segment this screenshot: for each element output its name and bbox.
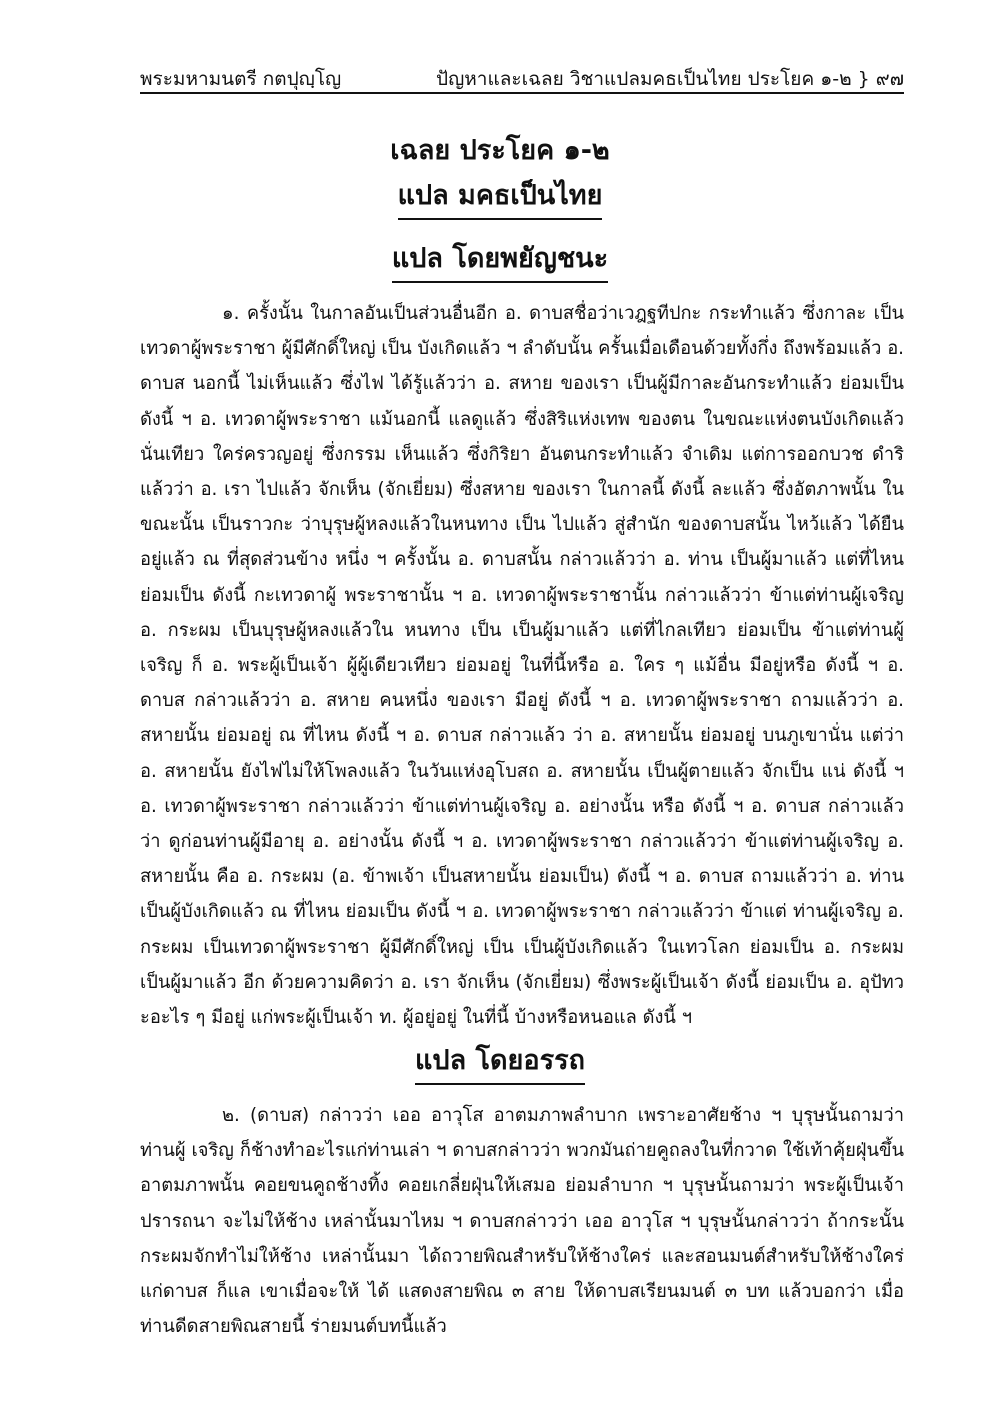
paragraph-2-text: ๒. (ดาบส) กล่าวว่า เออ อาวุโส อาตมภาพลำบาก เพราะอาศัยช้าง ฯ บุรุษนั้นถามว่า ท่านผู้ เจริญ ก็ช้างทำอะไรแก่ท่านเล่า ฯ ดาบสกล่าวว่า พวกมันถ่ายคูถลงในที่กวาด ใช้เท้าคุ้ยฝุ่นขึ้น อาตมภาพนั้น คอยขนคูถช้างทิ้ง คอยเกลี่ยฝุ่นให้เสมอ ย่อมลำบาก ฯ บุรุษนั้นถามว่า พระผู้เป็นเจ้าปรารถนา จะไม่ให้ช้าง เหล่านั้นมาไหม ฯ ดาบสกล่าวว่า เออ อาวุโส ฯ บุรุษนั้นกล่าวว่า ถ้ากระนั้น กระผมจักทำไม่ให้ช้าง เหล่านั้นมา ได้ถวายพิณสำหรับให้ช้างใคร่ และสอนมนต์สำหรับให้ช้างใคร่ แก่ดาบส ก็แล เขาเมื่อจะให้ ได้ แสดงสายพิณ ๓ สาย ให้ดาบสเรียนมนต์ ๓ บท แล้วบอกว่า เมื่อท่านดีดสายพิณสายนี้ ร่ายมนต์บทนี้แล้ว	[140, 1105, 904, 1338]
header-author: พระมหามนตรี กตปุญฺโญ	[140, 68, 342, 90]
subject-title-text: แปล มคธเป็นไทย	[398, 173, 603, 220]
section-heading-meaning	[0, 1038, 1000, 1085]
header-book-title-page-number: ปัญหาและเฉลย วิชาแปลมคธเป็นไทย ประโยค ๑-๒ } ๙๗	[436, 68, 904, 90]
paragraph-1	[140, 296, 904, 1035]
paragraph-1-text: ๑. ครั้งนั้น ในกาลอันเป็นส่วนอื่นอีก อ. ดาบสชื่อว่าเวฎฐทีปกะ กระทำแล้ว ซึ่งกาละ เป็น เทวดาผู้พระราชา ผู้มีศักดิ์ใหญ่ เป็น บังเกิดแล้ว ฯ ลำดับนั้น ครั้นเมื่อเดือนด้วยทั้งกึ่ง ถึงพร้อมแล้ว อ. ดาบส นอกนี้ ไม่เห็นแล้ว ซึ่งไฟ ได้รู้แล้วว่า อ. สหาย ของเรา เป็นผู้มีกาละอันกระทำแล้ว ย่อมเป็น ดังนี้ ฯ อ. เทวดาผู้พระราชา แม้นอกนี้ แลดูแล้ว ซึ่งสิริแห่งเทพ ของตน ในขณะแห่งตนบังเกิดแล้ว นั่นเทียว ใคร่ครวญอยู่ ซึ่งกรรม เห็นแล้ว ซึ่งกิริยา อันตนกระทำแล้ว จำเดิม แต่การออกบวช ดำริแล้วว่า อ. เรา ไปแล้ว จักเห็น (จักเยี่ยม) ซึ่งสหาย ของเรา ในกาลนี้ ดังนี้ ละแล้ว ซึ่งอัตภาพนั้น ในขณะนั้น เป็นราวกะ ว่าบุรุษผู้หลงแล้วในหนทาง เป็น ไปแล้ว สู่สำนัก ของดาบสนั้น ไหว้แล้ว ได้ยืนอยู่แล้ว ณ ที่สุดส่วนข้าง หนึ่ง ฯ ครั้งนั้น อ. ดาบสนั้น กล่าวแล้วว่า อ. ท่าน เป็นผู้มาแล้ว แต่ที่ไหน ย่อมเป็น ดังนี้ กะเทวดาผู้ พระราชานั้น ฯ อ. เทวดาผู้พระราชานั้น กล่าวแล้วว่า ข้าแต่ท่านผู้เจริญ อ. กระผม เป็นบุรุษผู้หลงแล้วใน หนทาง เป็น เป็นผู้มาแล้ว แต่ที่ไกลเทียว ย่อมเป็น ข้าแต่ท่านผู้เจริญ ก็ อ. พระผู้เป็นเจ้า ผู้ผู้เดียวเทียว ย่อมอยู่ ในที่นี้หรือ อ. ใคร ๆ แม้อื่น มีอยู่หรือ ดังนี้ ฯ อ. ดาบส กล่าวแล้วว่า อ. สหาย คนหนึ่ง ของเรา มีอยู่ ดังนี้ ฯ อ. เทวดาผู้พระราชา ถามแล้วว่า อ. สหายนั้น ย่อมอยู่ ณ ที่ไหน ดังนี้ ฯ อ. ดาบส กล่าวแล้ว ว่า อ. สหายนั้น ย่อมอยู่ บนภูเขานั่น แต่ว่า อ. สหายนั้น ยังไฟไม่ให้โพลงแล้ว ในวันแห่งอุโบสถ อ. สหายนั้น เป็นผู้ตายแล้ว จักเป็น แน่ ดังนี้ ฯ อ. เทวดาผู้พระราชา กล่าวแล้วว่า ข้าแต่ท่านผู้เจริญ อ. อย่างนั้น หรือ ดังนี้ ฯ อ. ดาบส กล่าวแล้วว่า ดูก่อนท่านผู้มีอายุ อ. อย่างนั้น ดังนี้ ฯ อ. เทวดาผู้พระราชา กล่าวแล้วว่า ข้าแต่ท่านผู้เจริญ อ. สหายนั้น คือ อ. กระผม (อ. ข้าพเจ้า เป็นสหายนั้น ย่อมเป็น) ดังนี้ ฯ อ. ดาบส ถามแล้วว่า อ. ท่าน เป็นผู้บังเกิดแล้ว ณ ที่ไหน ย่อมเป็น ดังนี้ ฯ อ. เทวดาผู้พระราชา กล่าวแล้วว่า ข้าแต่ ท่านผู้เจริญ อ. กระผม เป็นเทวดาผู้พระราชา ผู้มีศักดิ์ใหญ่ เป็น เป็นผู้บังเกิดแล้ว ในเทวโลก ย่อมเป็น อ. กระผม เป็นผู้มาแล้ว อีก ด้วยความคิดว่า อ. เรา จักเห็น (จักเยี่ยม) ซึ่งพระผู้เป็นเจ้า ดังนี้ ย่อมเป็น อ. อุปัทวะอะไร ๆ มีอยู่ แก่พระผู้เป็นเจ้า ท. ผู้อยู่อยู่ ในที่นี้ บ้างหรือหนอแล ดังนี้ ฯ	[140, 303, 904, 1029]
subject-title	[0, 173, 1000, 220]
section-heading-literal-text: แปล โดยพยัญชนะ	[392, 236, 608, 283]
section-heading-meaning-text: แปล โดยอรรถ	[415, 1038, 585, 1085]
running-header	[140, 60, 904, 94]
main-title	[0, 128, 1000, 171]
main-title-text: เฉลย ประโยค ๑-๒	[390, 135, 610, 166]
section-heading-literal	[0, 236, 1000, 283]
paragraph-2	[140, 1098, 904, 1344]
